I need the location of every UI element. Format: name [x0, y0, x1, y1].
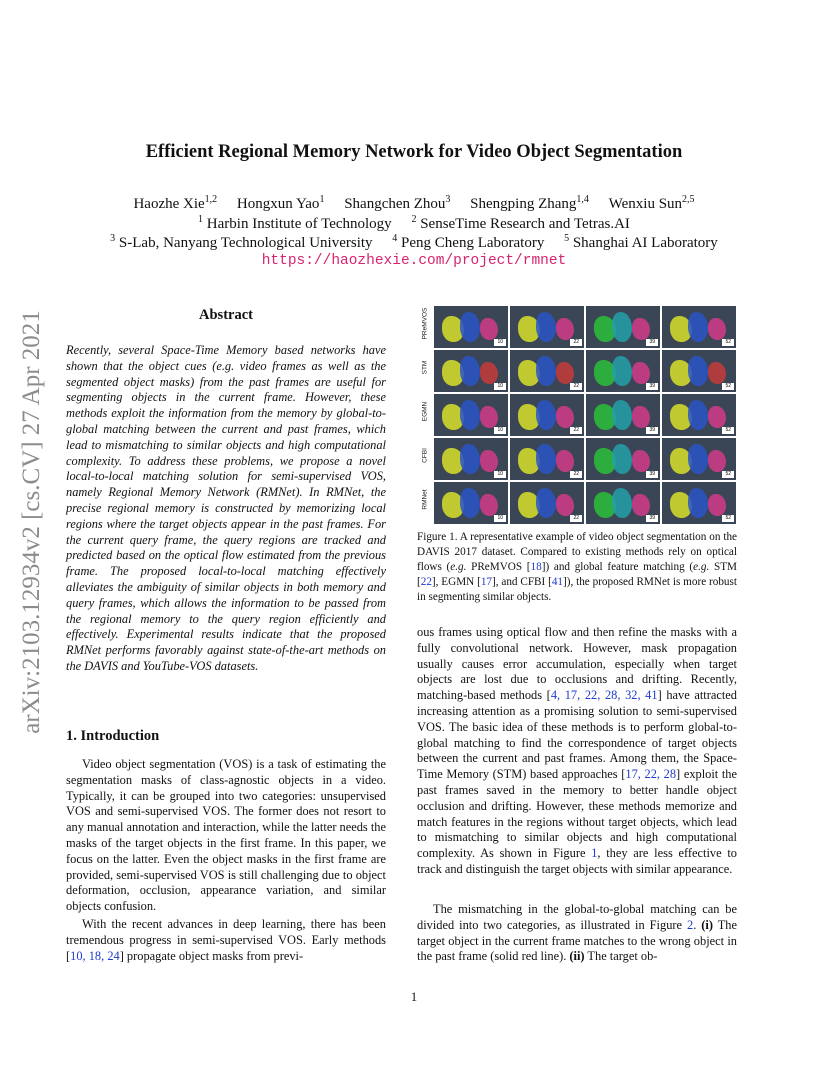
affiliations-line-2 [0, 233, 828, 252]
figure-thumbnail [662, 482, 736, 524]
intro-paragraph-2: With the recent advances in deep learning, there has been tremendous progress in semi-supervised VOS. Early methods [10, 18, 24] propagate object masks from previ- [66, 917, 386, 963]
figure-row [418, 394, 738, 436]
citation-link[interactable]: 10, 18, 24 [70, 948, 120, 963]
figure-thumbnail [434, 306, 508, 348]
figure-row [418, 438, 738, 480]
frame-number-label: 10 [494, 515, 506, 522]
affiliation-4: $^4$ Peng Cheng Laboratory [392, 233, 545, 251]
figure-ref-link[interactable]: 2 [687, 917, 694, 932]
frame-number-label: 22 [570, 515, 582, 522]
figure-thumbnail [510, 438, 584, 480]
affiliation-3: $^3$ S-Lab, Nanyang Technological University [110, 233, 373, 251]
intro-paragraph-1: Video object segmentation (VOS) is a task of estimating the segmentation masks of class-agnostic objects in a video. Typically, it can be grouped into two categories: unsupervised VOS and semi-supervised VOS. The former does not resort to any manual annotation and interaction, while the latter needs the masks of the target objects in the first frame. In this paper, we focus on the latter. Even the object masks in the first frame are provided, semi-supervised VOS is still challenging due to object deformation, occlusion, appearance variation, and similar objects confusion. [66, 757, 386, 914]
citation-link[interactable]: 18 [530, 561, 542, 573]
figure-row-label: PReMVOS [421, 307, 429, 340]
figure-thumbnail [434, 438, 508, 480]
frame-number-label: 22 [570, 471, 582, 478]
figure-thumbnail [586, 350, 660, 392]
citation-link[interactable]: 41 [551, 576, 563, 588]
figure-thumbnail [586, 306, 660, 348]
abstract-text: Recently, several Space-Time Memory based networks have shown that the object cues (e.g. video frames as well as the segmented object masks) from the past frames are useful for segmenting objects in the current frame. However, these methods exploit the information from the memory by global-to-global matching between the current and past frames, which lead to mismatching to similar objects and high computational complexity. To address these problems, we propose a novel local-to-local matching solution for semi-supervised VOS, namely Regional Memory Network (RMNet). In RMNet, the precise regional memory is constructed by memorizing local regions where the target objects appear in the past frames. For the current query frame, the query regions are tracked and predicted based on the optical flow estimated from the previous frame. The proposed local-to-local matching effectively alleviates the ambiguity of similar objects in both memory and query frames, which allows the information to be passed from the regional memory to the query region efficiently and effectively. Experimental results indicate that the proposed RMNet performs favorably against state-of-the-art methods on the DAVIS and YouTube-VOS datasets. [66, 343, 386, 673]
frame-number-label: 39 [646, 383, 658, 390]
figure-row [418, 482, 738, 524]
author-4: Shengping Zhang$^{1,4}$ [470, 194, 589, 212]
frame-number-label: 52 [722, 471, 734, 478]
figure-thumbnail [434, 350, 508, 392]
frame-number-label: 22 [570, 383, 582, 390]
figure-row [418, 306, 738, 348]
affiliations-line-1 [0, 214, 828, 233]
frame-number-label: 52 [722, 515, 734, 522]
frame-number-label: 39 [646, 471, 658, 478]
frame-number-label: 10 [494, 383, 506, 390]
figure-thumbnail [662, 306, 736, 348]
figure-row-label: RMNet [421, 489, 429, 510]
affiliation-2: $^2$ SenseTime Research and Tetras.AI [411, 214, 630, 232]
figure-1 [418, 306, 738, 526]
frame-number-label: 22 [570, 339, 582, 346]
right-paragraph-1: ous frames using optical flow and then refine the masks with a fully convolutional network. However, mask propagation usually causes error accumulation, especially when target objects are lost due to occlusions and drifting. Recently, matching-based methods [4, 17, 22, 28, 32, 41] have attracted increasing attention as a promising solution to semi-supervised VOS. The basic idea of these methods is to perform global-to-global matching to find the correspondence of target objects between the current and past frames. Among them, the Space-Time Memory (STM) based approaches [17, 22, 28] exploit the past frames saved in the memory to better handle object occlusion and drifting. However, these methods memorize and match features in the regions without target objects, which lead to mismatching to similar objects and high computational complexity. As shown in Figure 1, they are less effective to track and distinguish the target objects with similar appearance. [417, 625, 738, 876]
affiliation-5: $^5$ Shanghai AI Laboratory [564, 233, 718, 251]
figure-thumbnail [434, 482, 508, 524]
figure-row [418, 350, 738, 392]
author-1: Haozhe Xie$^{1,2}$ [133, 194, 218, 212]
frame-number-label: 10 [494, 471, 506, 478]
figure-thumbnail [510, 482, 584, 524]
author-5: Wenxiu Sun$^{2,5}$ [608, 194, 695, 212]
citation-link[interactable]: 17 [480, 576, 492, 588]
frame-number-label: 10 [494, 339, 506, 346]
author-2: Hongxun Yao$^1$ [236, 194, 325, 212]
figure-thumbnail [586, 394, 660, 436]
paper-title: Efficient Regional Memory Network for Video Object Segmentation [145, 142, 683, 162]
abstract-heading: Abstract [199, 307, 253, 323]
project-url-link[interactable]: https://haozhexie.com/project/rmnet [261, 253, 567, 269]
figure-caption: Figure 1. A representative example of video object segmentation on the DAVIS 2017 dataset. Compared to existing methods rely on optical flows (e.g. PReMVOS [18]) and global feature matching (e.g. STM [22], EGMN [17], and CFBI [41]), the proposed RMNet is more robust in segmenting similar objects. [417, 531, 737, 603]
right-paragraph-2: The mismatching in the global-to-global matching can be divided into two categories, as illustrated in Figure 2. (i) The target object in the current frame matches to the wrong object in the past frame (solid red line). (ii) The target ob- [417, 902, 737, 964]
frame-number-label: 52 [722, 339, 734, 346]
figure-row-label: EGMN [421, 401, 429, 422]
figure-row-label: CFBI [421, 448, 429, 463]
frame-number-label: 39 [646, 515, 658, 522]
figure-thumbnail [510, 306, 584, 348]
figure-thumbnail [586, 482, 660, 524]
frame-number-label: 39 [646, 339, 658, 346]
citation-link[interactable]: 4, 17, 22, 28, 32, 41 [550, 688, 658, 703]
intro-heading: 1. Introduction [66, 728, 160, 744]
frame-number-label: 10 [494, 427, 506, 434]
figure-thumbnail [434, 394, 508, 436]
figure-thumbnail [662, 394, 736, 436]
figure-ref-link[interactable]: 1 [591, 846, 598, 861]
author-3: Shangchen Zhou$^3$ [344, 194, 451, 212]
figure-thumbnail [586, 438, 660, 480]
author-list [0, 194, 828, 213]
figure-thumbnail [662, 350, 736, 392]
frame-number-label: 22 [570, 427, 582, 434]
figure-thumbnail [662, 438, 736, 480]
frame-number-label: 52 [722, 383, 734, 390]
figure-thumbnail [510, 350, 584, 392]
page-number: 1 [410, 990, 418, 1004]
figure-thumbnail [510, 394, 584, 436]
frame-number-label: 39 [646, 427, 658, 434]
citation-link[interactable]: 17, 22, 28 [625, 767, 677, 782]
figure-row-label: STM [421, 360, 429, 375]
citation-link[interactable]: 22 [420, 576, 432, 588]
frame-number-label: 52 [722, 427, 734, 434]
arxiv-stamp: arXiv:2103.12934v2 [cs.CV] 27 Apr 2021 [18, 310, 45, 734]
affiliation-1: $^1$ Harbin Institute of Technology [198, 214, 392, 232]
